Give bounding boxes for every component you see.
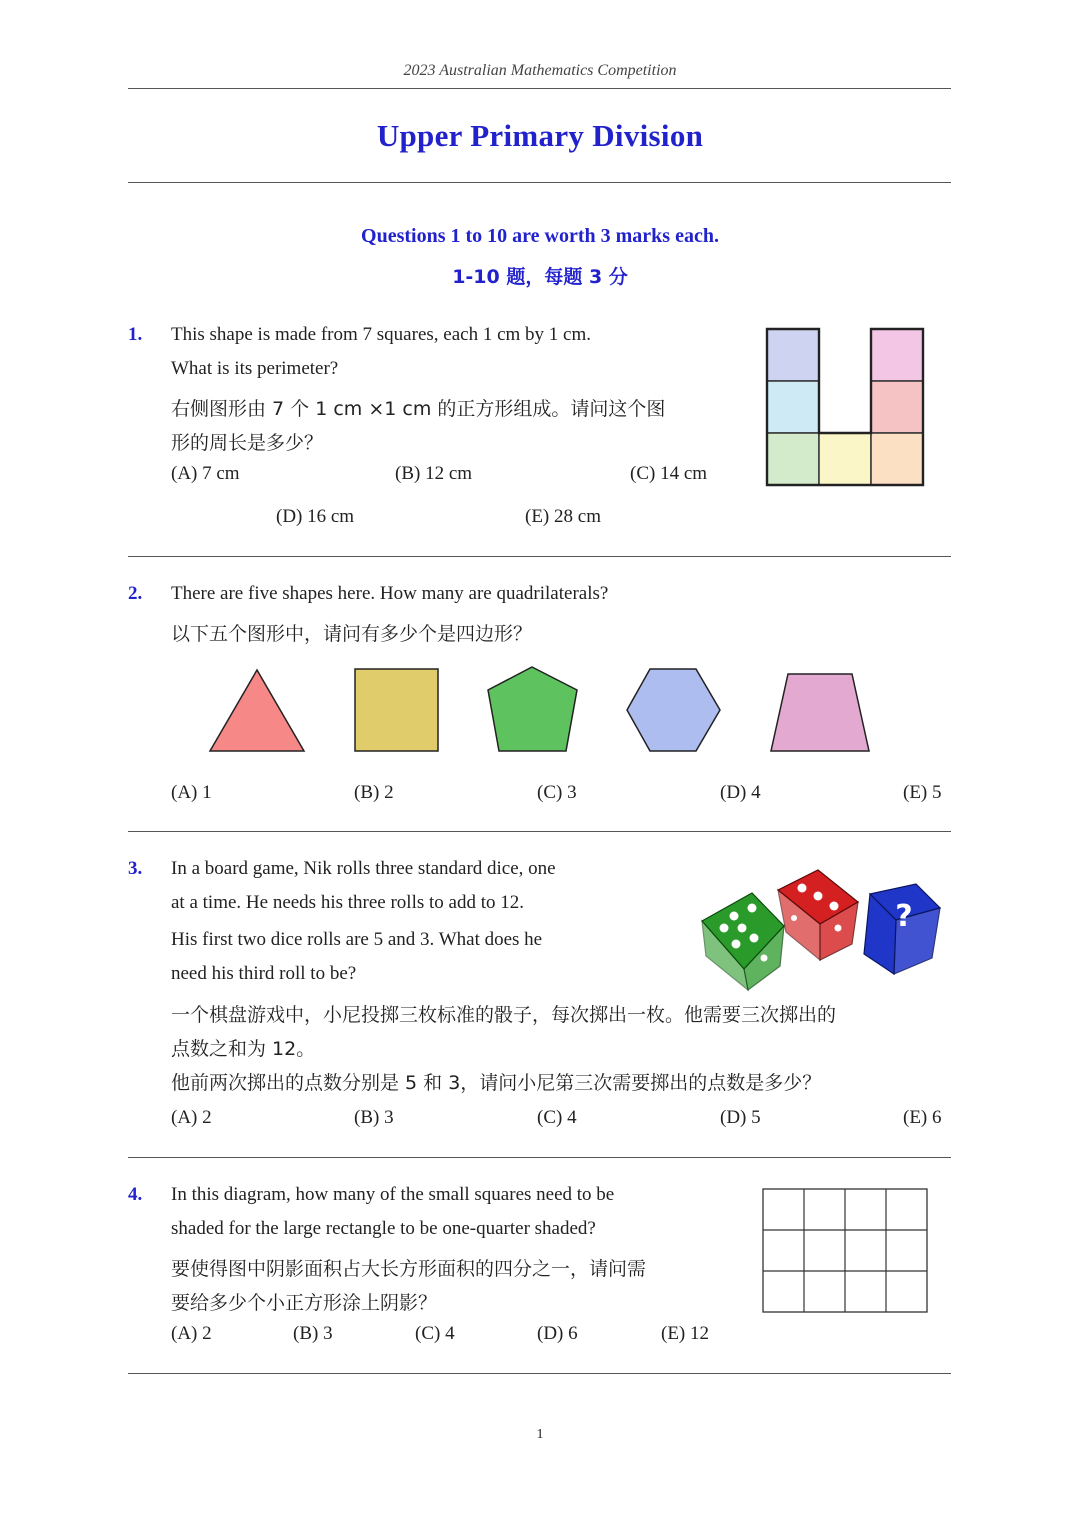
grid-diagram <box>762 1188 928 1313</box>
section-rule <box>128 556 951 557</box>
question-text: In a board game, Nik rolls three standard dice, one <box>171 858 556 879</box>
option-a[interactable]: (A) 7 cm <box>171 463 240 484</box>
option-b[interactable]: (B) 2 <box>354 782 394 803</box>
option-e[interactable]: (E) 5 <box>903 782 942 803</box>
question-text-zh: 要使得图中阴影面积占大长方形面积的四分之一，请问需 <box>171 1258 647 1280</box>
square-cell <box>767 381 819 433</box>
dice-illustration <box>692 866 948 992</box>
option-c[interactable]: (C) 3 <box>537 782 577 803</box>
option-e[interactable]: (E) 12 <box>661 1323 710 1344</box>
question-text: need his third roll to be? <box>171 963 357 984</box>
square-shape <box>355 669 438 751</box>
marks-note-en: Questions 1 to 10 are worth 3 marks each. <box>361 225 719 247</box>
question-text-zh: 要给多少个小正方形涂上阴影？ <box>171 1292 438 1314</box>
question-text-zh: 右侧图形由 7 个 1 cm ×1 cm 的正方形组成。请问这个图 <box>171 398 666 420</box>
running-header: 2023 Australian Mathematics Competition <box>403 62 677 79</box>
page-number: 1 <box>536 1427 544 1442</box>
option-d[interactable]: (D) 6 <box>537 1323 578 1344</box>
option-c[interactable]: (C) 14 cm <box>630 463 708 484</box>
triangle-shape <box>210 670 304 751</box>
square-cell <box>767 433 819 485</box>
option-b[interactable]: (B) 3 <box>354 1107 394 1128</box>
question-number: 4. <box>128 1184 143 1205</box>
question-text-zh: 点数之和为 12。 <box>171 1038 316 1060</box>
question-text: There are five shapes here. How many are quadrilaterals? <box>171 583 609 604</box>
section-rule <box>128 1373 951 1374</box>
option-d[interactable]: (D) 16 cm <box>276 506 355 527</box>
division-title: Upper Primary Division <box>376 118 704 153</box>
question-text: His first two dice rolls are 5 and 3. What does he <box>171 929 543 950</box>
square-cell <box>767 329 819 381</box>
option-b[interactable]: (B) 3 <box>293 1323 333 1344</box>
header-rule <box>128 88 951 89</box>
question-text-zh: 他前两次掷出的点数分别是 5 和 3，请问小尼第三次需要掷出的点数是多少？ <box>171 1072 822 1094</box>
pentagon-shape <box>488 667 577 751</box>
question-text: What is its perimeter? <box>171 358 339 379</box>
option-c[interactable]: (C) 4 <box>415 1323 455 1344</box>
option-a[interactable]: (A) 2 <box>171 1107 212 1128</box>
question-number: 3. <box>128 858 143 879</box>
question-number: 1. <box>128 324 143 345</box>
u-shape-figure <box>766 328 926 488</box>
option-a[interactable]: (A) 1 <box>171 782 212 803</box>
square-cell <box>871 329 923 381</box>
square-cell <box>819 433 871 485</box>
option-e[interactable]: (E) 28 cm <box>525 506 601 527</box>
green-die <box>702 893 784 990</box>
option-a[interactable]: (A) 2 <box>171 1323 212 1344</box>
question-text: shaded for the large rectangle to be one-quarter shaded? <box>171 1218 596 1239</box>
question-text: at a time. He needs his three rolls to add to 12. <box>171 892 524 913</box>
blue-die <box>864 884 940 974</box>
question-text-zh: 形的周长是多少？ <box>171 432 324 454</box>
question-mark-icon: ? <box>895 899 913 934</box>
marks-note-zh: 1-10 题，每题 3 分 <box>452 266 628 288</box>
red-die <box>778 870 858 960</box>
question-text: In this diagram, how many of the small squares need to be <box>171 1184 615 1205</box>
option-b[interactable]: (B) 12 cm <box>395 463 473 484</box>
option-c[interactable]: (C) 4 <box>537 1107 577 1128</box>
section-rule <box>128 1157 951 1158</box>
section-rule <box>128 831 951 832</box>
shapes-row <box>200 665 880 760</box>
question-number: 2. <box>128 583 143 604</box>
question-text: This shape is made from 7 squares, each 1 cm by 1 cm. <box>171 324 591 345</box>
option-e[interactable]: (E) 6 <box>903 1107 942 1128</box>
square-cell <box>871 433 923 485</box>
hexagon-shape <box>627 669 720 751</box>
option-d[interactable]: (D) 4 <box>720 782 761 803</box>
question-text-zh: 一个棋盘游戏中，小尼投掷三枚标准的骰子，每次掷出一枚。他需要三次掷出的 <box>171 1004 837 1026</box>
question-text-zh: 以下五个图形中，请问有多少个是四边形？ <box>171 623 533 645</box>
option-d[interactable]: (D) 5 <box>720 1107 761 1128</box>
square-cell <box>871 381 923 433</box>
trapezoid-shape <box>771 674 869 751</box>
title-rule <box>128 182 951 183</box>
